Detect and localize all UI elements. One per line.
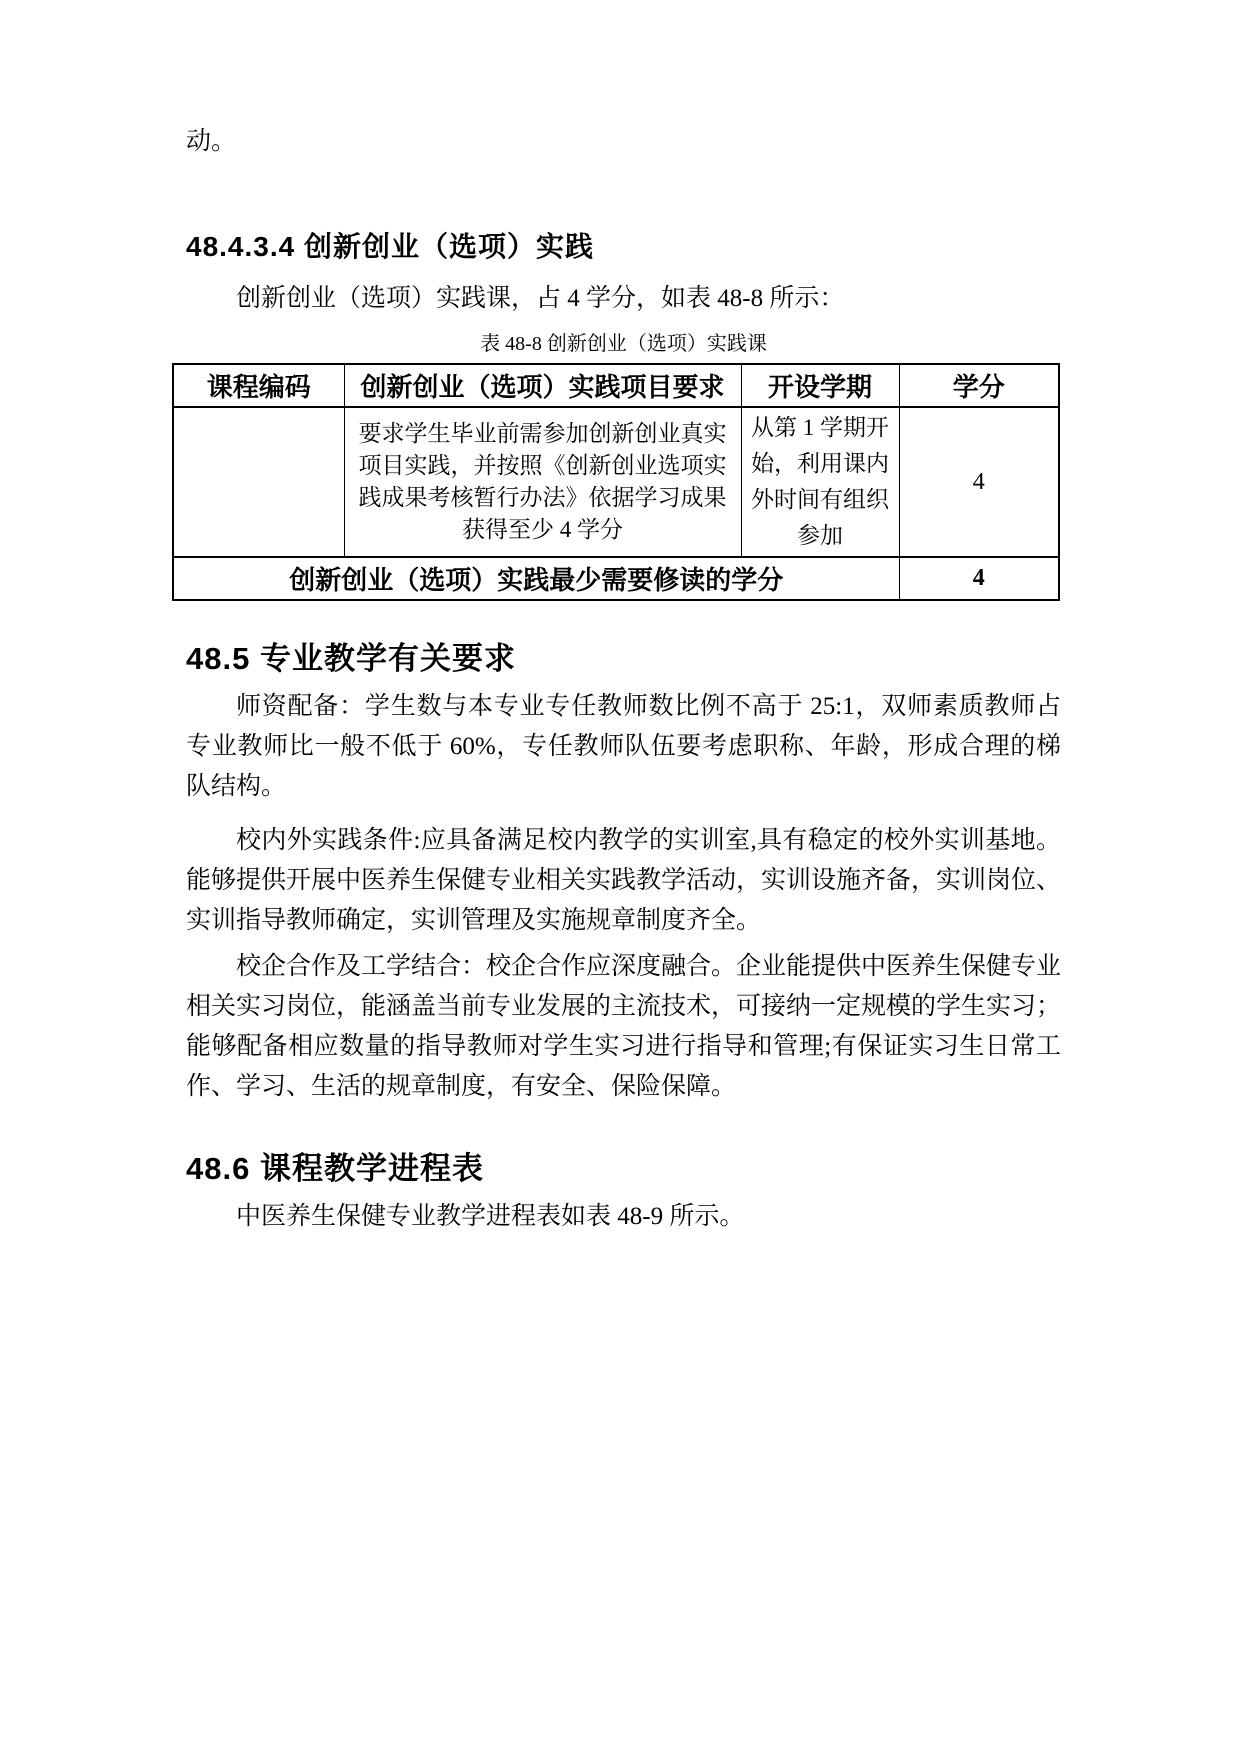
table-row bbox=[173, 407, 1059, 557]
col-header-credits: 学分 bbox=[899, 364, 1059, 407]
cell-semester: 从第 1 学期开始，利用课内外时间有组织参加 bbox=[741, 407, 899, 557]
cell-requirement: 要求学生毕业前需参加创新创业真实项目实践，并按照《创新创业选项实践成果考核暂行办法》依据学习成果获得至少 4 学分 bbox=[344, 407, 741, 557]
paragraph-staffing: 师资配备：学生数与本专业专任教师数比例不高于 25:1，双师素质教师占专业教师比一般不低于 60%，专任教师队伍要考虑职称、年龄，形成合理的梯队结构。 bbox=[186, 693, 1061, 800]
cell-footer-label: 创新创业（选项）实践最少需要修读的学分 bbox=[173, 557, 899, 600]
paragraph-schedule-intro: 中医养生保健专业教学进程表如表 48-9 所示。 bbox=[236, 1203, 745, 1230]
col-header-requirement: 创新创业（选项）实践项目要求 bbox=[344, 364, 741, 407]
heading-48-6: 48.6 课程教学进程表 bbox=[186, 1151, 484, 1186]
cell-credits: 4 bbox=[899, 407, 1059, 557]
table-48-8 bbox=[172, 363, 1060, 601]
heading-48-5: 48.5 专业教学有关要求 bbox=[186, 641, 516, 676]
heading-48-4-3-4: 48.4.3.4 创新创业（选项）实践 bbox=[186, 231, 594, 262]
paragraph-continued: 动。 bbox=[186, 128, 237, 155]
table-footer-row bbox=[173, 557, 1059, 600]
paragraph-table-intro: 创新创业（选项）实践课，占 4 学分，如表 48-8 所示： bbox=[236, 285, 845, 312]
col-header-semester: 开设学期 bbox=[741, 364, 899, 407]
table-header-row bbox=[173, 364, 1059, 407]
col-header-course-code: 课程编码 bbox=[173, 364, 344, 407]
page-content bbox=[186, 122, 1061, 1237]
cell-course-code bbox=[173, 407, 344, 557]
table-caption: 表 48-8 创新创业（选项）实践课 bbox=[480, 333, 767, 355]
paragraph-practice-conditions: 校内外实践条件:应具备满足校内教学的实训室,具有稳定的校外实训基地。能够提供开展中医养生保健专业相关实践教学活动，实训设施齐备，实训岗位、实训指导教师确定，实训管理及实施规章制度齐全。 bbox=[186, 827, 1062, 934]
cell-footer-credits: 4 bbox=[899, 557, 1059, 600]
paragraph-school-enterprise: 校企合作及工学结合：校企合作应深度融合。企业能提供中医养生保健专业相关实习岗位，能涵盖当前专业发展的主流技术，可接纳一定规模的学生实习；能够配备相应数量的指导教师对学生实习进行指导和管理;有保证实习生日常工作、学习、生活的规章制度，有安全、保险保障。 bbox=[186, 953, 1062, 1100]
